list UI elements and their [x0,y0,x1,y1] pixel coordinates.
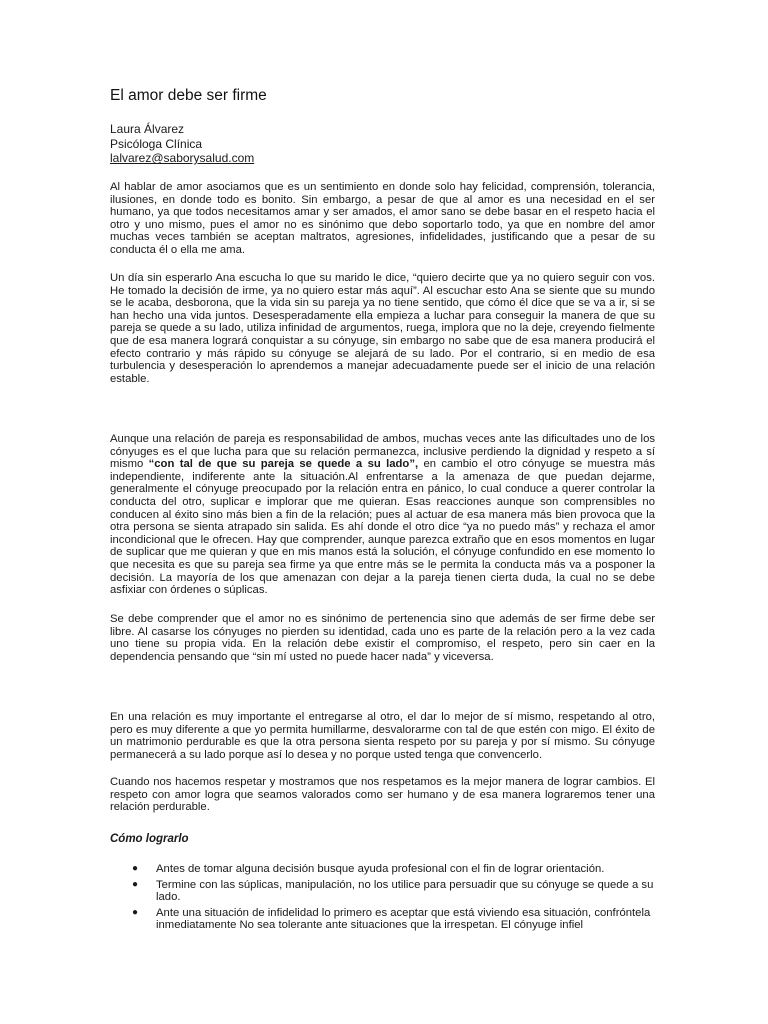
author-name: Laura Álvarez [110,122,185,136]
list-item-text: Antes de tomar alguna decisión busque ayuda profesional con el fin de lograr orientación. [156,863,605,875]
list-item [110,879,655,904]
recommendation-list [110,863,655,935]
section-heading: Cómo lograrlo [110,833,189,845]
list-item-text: Termine con las súplicas, manipulación, no los utilice para persuadir que su cónyuge se quede a su lado. [156,878,654,904]
author-role: Psicóloga Clínica [110,136,203,151]
paragraph-3 [110,433,655,597]
list-item-text: Ante una situación de infidelidad lo primero es aceptar que está viviendo esa situación, confróntela inmediatamente No sea tolerante ante situaciones que la irrespetan. El cónyuge infiel [156,906,651,932]
paragraph-6: Cuando nos hacemos respetar y mostramos que nos respetamos es la mejor manera de lograr cambios. El respeto con amor logra que seamos valorados como ser humano y de esa manera lograremos tener una relación perdurable. [110,776,655,814]
paragraph-5: En una relación es muy importante el entregarse al otro, el dar lo mejor de sí mismo, respetando al otro, pero es muy diferente a que yo permita humillarme, desvalorarme con tal de que estén con migo. El éxito de un matrimonio perdurable es que la otra persona sienta respeto por su pareja y por sí mismo. Su cónyuge permanecerá a su lado porque así lo desea y no porque usted tenga que convencerlo. [110,711,655,761]
paragraph-4: Se debe comprender que el amor no es sinónimo de pertenencia sino que además de ser firme debe ser libre. Al casarse los cónyuges no pierden su identidad, cada uno es parte de la relación pero a la vez cada uno tiene su propia vida. En la relación debe existir el compromiso, el respeto, pero sin caer en la dependencia pensando que “sin mí usted no puede hacer nada” y viceversa. [110,613,655,663]
bullet-icon: ● [132,906,139,918]
article-title: El amor debe ser firme [110,87,267,104]
list-item [110,907,655,932]
paragraph-1: Al hablar de amor asociamos que es un sentimiento en donde solo hay felicidad, comprensión, tolerancia, ilusiones, en donde todo es bonito. Sin embargo, a pesar de que al amor es una necesidad en el ser humano, ya que todos necesitamos amar y ser amados, el amor sano se debe basar en el respeto hacia el otro y uno mismo, pues el amor no es sinónimo que debo soportarlo todo, ya que en nombre del amor muchas veces también se aceptan maltratos, agresiones, infidelidades, justificando que a pesar de su conducta él o ella me ama. [110,181,655,256]
paragraph-3-bold-quote: “con tal de que su pareja se quede a su lado”, [148,458,419,471]
paragraph-3-text-b: en cambio el otro cónyuge se muestra más independiente, indiferente ante la situación.Al enfrentarse a la amenaza de que puedan dejarme, generalmente el cónyuge preocupado por la relación entra en pánico, lo cual conduce a querer controlar la conducta del otro, suplicar e implorar que me quieran. Esas reacciones aunque son comprensibles no conducen al éxito sino más bien a fin de la relación; pues al actuar de esa manera más bien provoca que la otra persona se sienta atrapado sin salida. Es ahí donde el otro dice “ya no puedo más” y rechaza el amor incondicional que le ofrecen. Hay que comprender, aunque parezca extraño que en esos momentos en lugar de suplicar que me quieran y que en mis manos está la solución, el cónyuge confundido en ese momento lo que necesita es que su pareja sea firme ya que entre más se le permita la conducta más va a posponer la decisión. La mayoría de los que amenazan con dejar a la pareja tienen cierta duda, la cual no se debe asfixiar con órdenes o súplicas. [110,458,655,597]
author-email-link[interactable]: lalvarez@saborysalud.com [110,151,255,166]
list-item [110,863,655,876]
author-block [110,122,655,166]
bullet-icon: ● [132,863,139,874]
bullet-icon: ● [132,878,139,890]
paragraph-2: Un día sin esperarlo Ana escucha lo que su marido le dice, “quiero decirte que ya no quiero seguir con vos. He tomado la decisión de irme, ya no quiero estar más aquí”. Al escuchar esto Ana se siente que su mundo se le acaba, desborona, que la vida sin su pareja ya no tiene sentido, que cómo él dice que se va a ir, si se han hecho una vida juntos. Desesperadamente ella empieza a luchar para conseguir la manera de que su pareja se quede a su lado, utiliza infinidad de argumentos, ruega, implora que no la deje, creyendo fielmente que de esa manera logrará conquistar a su cónyuge, sin embargo no sabe que de esa manera producirá el efecto contrario y más rápido su cónyuge se alejará de su lado. Por el contrario, si en medio de esa turbulencia y desesperación lo aprendemos a manejar adecuadamente puede ser el inicio de una relación estable. [110,272,655,385]
paragraph-3-text-a: Aunque una relación de pareja es responsabilidad de ambos, muchas veces ante las dificultades uno de los cónyuges es el que lucha para que su relación permanezca, inclusive perdiendo la dignidad y respeto a sí mismo [110,433,655,471]
